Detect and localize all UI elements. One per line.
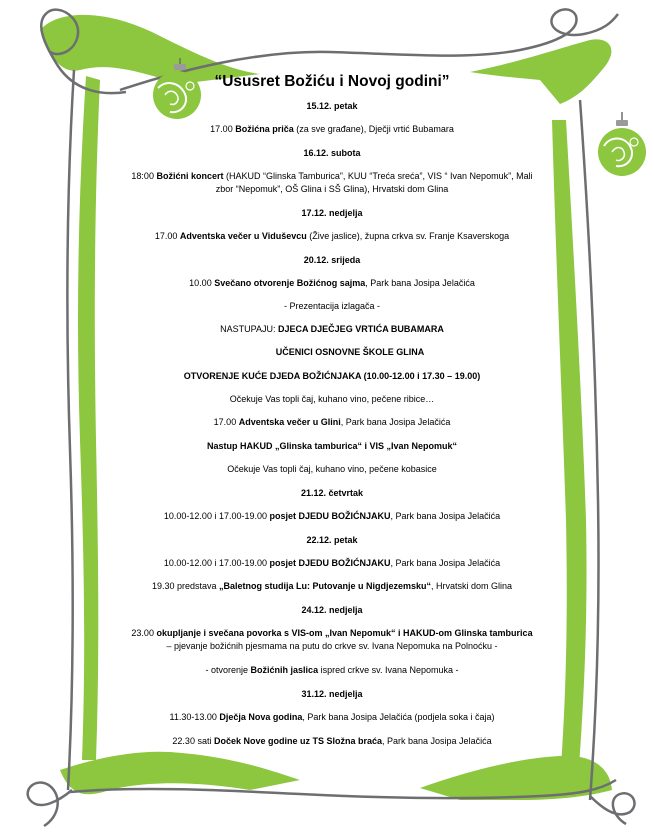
day-heading: 17.12. nedjelja [301,208,363,218]
event-line: Očekuje Vas topli čaj, kuhano vino, pečene ribice… [229,394,435,404]
event-line: 11.30-13.00 Dječja Nova godina, Park bana Josipa Jelačića (podjela soka i čaja) [169,712,495,722]
day-heading: 22.12. petak [306,535,358,545]
day-heading: 20.12. srijeda [303,255,361,265]
event-line: OTVORENJE KUĆE DJEDA BOŽIĆNJAKA (10.00-12.00 i 17.30 – 19.00) [183,371,481,381]
event-line: Nastup HAKUD „Glinska tamburica“ i VIS „Ivan Nepomuk“ [206,441,458,451]
frame-gray-bottom-left-curl [28,783,72,826]
event-line: Očekuje Vas topli čaj, kuhano vino, pečene kobasice [227,464,437,474]
event-line: NASTUPAJU: DJECA DJEČJEG VRTIĆA BUBAMARA [220,324,444,334]
frame-gray-left [67,70,74,790]
event-line: 17.00 Adventska večer u Viduševcu (Žive jaslice), župna crkva sv. Franje Ksaverskoga [154,231,510,241]
event-line: 10.00 Svečano otvorenje Božićnog sajma, Park bana Josipa Jelačića [189,278,475,288]
ornament-right-icon [598,112,646,176]
event-line: UČENICI OSNOVNE ŠKOLE GLINA [275,347,425,357]
event-line: 23.00 okupljanje i svečana povorka s VIS-om „Ivan Nepomuk“ i HAKUD-om Glinska tamburica [131,628,533,638]
event-line: 10.00-12.00 i 17.00-19.00 posjet DJEDU BOŽIĆNJAKU, Park bana Josipa Jelačića [163,511,501,521]
event-line: 19.30 predstava „Baletnog studija Lu: Putovanje u Nigdjezemsku“, Hrvatski dom Glina [151,581,513,591]
event-line: zbor “Nepomuk”, OŠ Glina i SŠ Glina), Hrvatski dom Glina [215,184,449,194]
event-line: - otvorenje Božićnih jaslica ispred crkve sv. Ivana Nepomuka - [205,665,459,675]
event-line: 10.00-12.00 i 17.00-19.00 posjet DJEDU BOŽIĆNJAKU, Park bana Josipa Jelačića [163,558,501,568]
frame-gray-bottom-right-curl [590,793,635,824]
event-line: 17.00 Adventska večer u Glini, Park bana Josipa Jelačića [213,417,451,427]
day-heading: 31.12. nedjelja [301,689,363,699]
event-line: – pjevanje božićnih pjesmama na putu do crkve sv. Ivana Nepomuka na Polnoćku - [166,641,498,651]
day-heading: 16.12. subota [303,148,361,158]
page-title: “Ususret Božiću i Novoj godini” [214,73,450,90]
event-line: 22.30 sati Doček Nove godine uz TS Složna braća, Park bana Josipa Jelačića [172,736,492,746]
day-heading: 15.12. petak [306,101,358,111]
day-heading: 24.12. nedjelja [301,605,363,615]
event-line: 18:00 Božićni koncert (HAKUD “Glinska Tamburica”, KUU “Treća sreća”, VIS “ Ivan Nepomuk”, Mali [131,171,533,181]
frame-green-bottom-right [420,756,612,800]
event-line: - Prezentacija izlagača - [283,301,381,311]
event-line: 17.00 Božićna priča (za sve građane), Dječji vrtić Bubamara [210,124,454,134]
day-heading: 21.12. četvrtak [300,488,364,498]
